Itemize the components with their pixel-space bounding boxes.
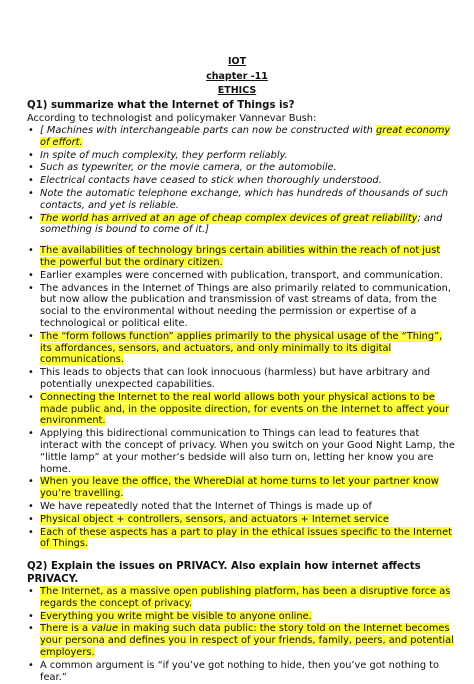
list-item [27, 331, 457, 366]
list-item [27, 245, 457, 269]
highlight: Everything you write might be visible to anyone online. [40, 610, 312, 622]
list-item: • Note the automatic telephone exchange, which has hundreds of thousands of such contacts, and yet is reliable. [27, 188, 457, 212]
list-item: • The world has arrived at an age of cheap complex devices of great reliability; and something is bound to come of it.] [27, 213, 457, 237]
list-item: • This leads to objects that can look innocuous (harmless) but have arbitrary and potentially unexpected capabilities. [27, 367, 457, 391]
highlight: Connecting the Internet to the real world allows both your physical actions to be made public and, in the opposite direction, for events on the Internet to affect your environment. [40, 391, 450, 427]
list-item [27, 527, 457, 551]
list-item: • In spite of much complexity, they perform reliably. [27, 150, 457, 162]
list-item: • A common argument is “if you’ve got nothing to hide, then you’ve got nothing to fear.” [27, 660, 457, 684]
highlight: Physical object + controllers, sensors, and actuators + Internet service [40, 513, 389, 525]
highlight: There is a value in making such data public: the story told on the Internet becomes your persona and defines you in respect of your friends, family, peers, and potential employers. [40, 623, 454, 659]
list-item: • Such as typewriter, or the movie camera, or the automobile. [27, 162, 457, 174]
list-item: • The advances in the Internet of Things are also primarily related to communication, but now allow the publication and transmission of vast streams of data, from the social to the environmental without needing the permission or expertise of a technological or political elite. [27, 283, 457, 330]
list-item: • [ Machines with interchangeable parts can now be constructed with great economy of effort. [27, 125, 457, 149]
list-item: • Earlier examples were concerned with publication, transport, and communication. [27, 270, 457, 282]
bush-quote-list [27, 125, 457, 236]
list-item [27, 514, 457, 526]
highlight: Each of these aspects has a part to play in the ethical issues specific to the Internet of Things. [40, 526, 452, 550]
document-heading [0, 55, 474, 99]
topic-title: ETHICS [217, 85, 257, 96]
highlight: When you leave the office, the WhereDial at home turns to let your partner know you’re travelling. [40, 476, 439, 500]
list-item: • Applying this bidirectional communication to Things can lead to features that interact with the concept of privacy. When you switch on your Good Night Lamp, the “little lamp” at your mother’s bedside will also turn on, letting her know you are home. [27, 428, 457, 475]
highlight: The Internet, as a massive open publishing platform, has been a disruptive force as regards the concept of privacy. [40, 586, 451, 609]
subject-title: IOT [227, 56, 247, 67]
document-body [27, 100, 457, 684]
question-2: Q2) Explain the issues on PRIVACY. Also explain how internet affects PRIVACY. [27, 561, 421, 585]
highlight: The “form follows function” applies primarily to the physical usage of the “Thing”, its affordances, sensors, and actuators, and only minimally to its digital communications. [40, 330, 443, 366]
list-item [27, 586, 457, 610]
list-item [27, 392, 457, 427]
list-item: • We have repeatedly noted that the Internet of Things is made up of [27, 501, 457, 513]
list-item [27, 611, 457, 623]
question-1-points [27, 245, 457, 550]
highlight: The availabilities of technology brings certain abilities within the reach of not just the powerful but the ordinary citizen. [40, 245, 441, 268]
highlight: The world has arrived at an age of cheap complex devices of great reliability [40, 212, 418, 224]
list-item [27, 476, 457, 500]
highlight: great economy of effort. [40, 125, 451, 148]
chapter-title: chapter -11 [206, 70, 268, 82]
question-1-intro: According to technologist and policymaker Vannevar Bush: [27, 112, 317, 124]
list-item: • Electrical contacts have ceased to stick when thoroughly understood. [27, 175, 457, 187]
question-1: Q1) summarize what the Internet of Things is? [27, 100, 295, 111]
list-item [27, 623, 457, 658]
